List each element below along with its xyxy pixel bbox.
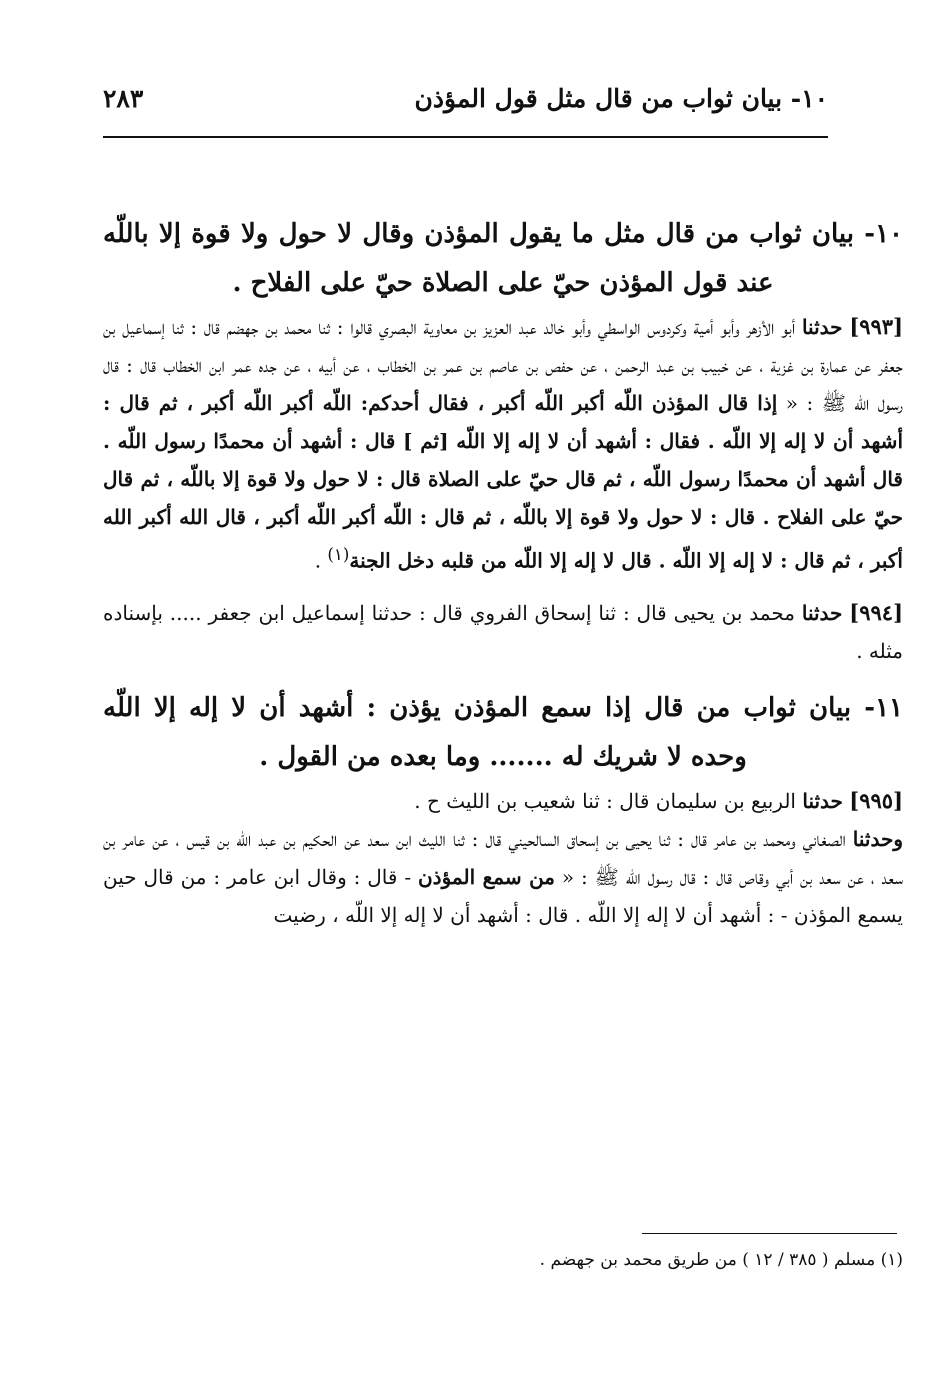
footnote: (١) مسلم ( ٣٨٥ / ١٢ ) من طريق محمد بن جهضم . [539,1250,903,1270]
hadith-text: محمد بن يحيى قال : ثنا إسحاق الفروي قال : حدثنا إسماعيل ابن جعفر ..... بإسناده مثله . [103,600,903,663]
hadith-number: [٩٩٣] [849,314,904,339]
hadith-number: [٩٩٥] [849,787,903,813]
hadith-lead: حدثنا [801,315,843,339]
hadith-lead: وحدثنا [852,826,903,851]
hadith-number: [٩٩٤] [849,599,904,625]
hadith-lead: حدثنا [801,600,843,625]
hadith-text: الربيع بن سليمان قال : ثنا شعيب بن الليث ح . [414,788,796,813]
hadith-993 [103,308,903,580]
hadith-lead: حدثنا [802,788,843,813]
section-heading-10: ١٠- بيان ثواب من قال مثل ما يقول المؤذن وقال لا حول ولا قوة إلا باللّه عند قول المؤذن حيّ على الصلاة حيّ على الفلاح . [103,219,903,298]
header-rule [103,136,828,138]
page-number: ٢٨٣ [103,84,144,113]
page-body [103,210,903,934]
hadith-matn: من سمع المؤذن [417,864,556,889]
hadith-isnad: الصغاني ومحمد بن عامر قال : ثنا يحيى بن إسحاق السالحيني قال : ثنا الليث ابن سعد عن الحكيم بن عبد اللّه بن قيس ، عن عامر بن سعد ، عن سعد بن أبي وقاص قال : قال رسول اللّه ﷺ : « [103,826,904,889]
running-header [103,82,828,132]
footnote-marker: (١) [327,545,350,564]
spacer [103,670,903,684]
running-title: ١٠- بيان ثواب من قال مثل قول المؤذن [414,84,828,113]
hadith-matn: إذا قال المؤذن اللّه أكبر اللّه أكبر ، فقال أحدكم: اللّه أكبر اللّه أكبر ، ثم قال : أشهد أن لا إله إلا اللّه . فقال : أشهد أن لا إله إلا اللّه [ثم ] قال : أشهد أن محمدًا رسول اللّه . قال أشهد أن محمدًا رسول اللّه ، ثم قال حيّ على الصلاة قال : لا حول ولا قوة إلا باللّه ، ثم قال حيّ على الفلاح . قال : لا حول ولا قوة إلا باللّه ، ثم قال : اللّه أكبر اللّه أكبر ، قال الله أكبر الله أكبر ، ثم قال : لا إله إلا اللّه . قال لا إله إلا اللّه من قلبه دخل الجنة [103,391,903,573]
hadith-text: - قال : وقال ابن عامر : من قال حين يسمع المؤذن - : أشهد أن لا إله إلا اللّه . قال : أشهد أن لا إله إلا اللّه ، رضيت [103,864,903,927]
hadith-995-second-chain [103,820,903,934]
hadith-isnad: أبو الأزهر وأبو أمية وكردوس الواسطي وأبو خالد عبد العزيز بن معاوية البصري قالوا : ثنا محمد بن جهضم قال : ثنا إسماعيل بن جعفر عن عمارة بن غزية ، عن خبيب بن عبد الرحمن ، عن حفص بن عاصم بن عمر بن الخطاب ، عن أبيه ، عن جده عمر ابن الخطاب قال : قال رسول اللّه ﷺ : « [103,315,904,415]
section-heading-11: ١١- بيان ثواب من قال إذا سمع المؤذن يؤذن : أشهد أن لا إله إلا اللّه وحده لا شريك له ....... وما بعده من القول . [103,692,903,772]
spacer [103,580,903,594]
footnote-rule [642,1233,897,1234]
hadith-995 [103,782,903,820]
hadith-994 [103,594,903,670]
hadith-end: . [314,548,328,573]
